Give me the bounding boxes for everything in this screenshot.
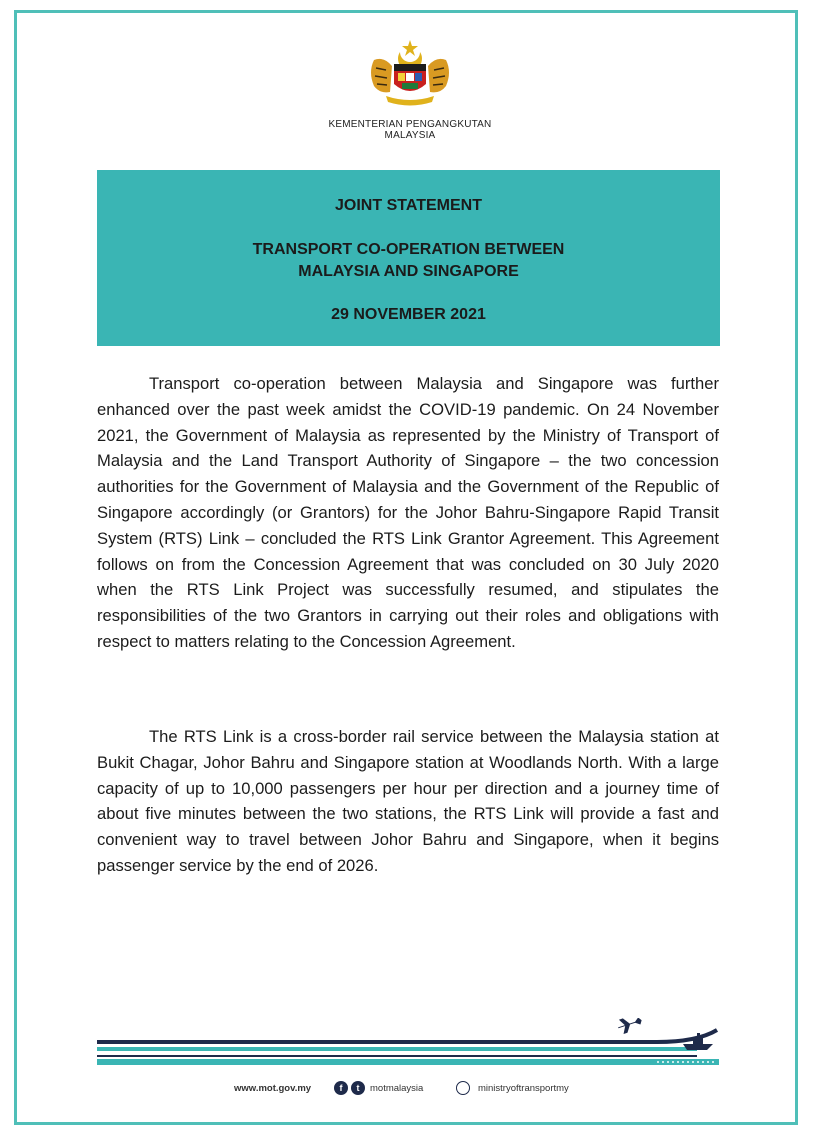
body-paragraph-2: The RTS Link is a cross-border rail service between the Malaysia station at Bukit Chagar, Johor Bahru and Singapore station at Woodlands North. With a large capacity of up to 10,000 passengers per hour per direction and a journey time of about five minutes between the two stations, the RTS Link will provide a fast and convenient way to travel between Johor Bahru and Singapore, when it begins passenger service by the end of 2026. (97, 727, 719, 875)
twitter-icon[interactable]: t (351, 1081, 365, 1095)
transport-footer-graphic (97, 1018, 722, 1078)
ministry-name (260, 119, 560, 141)
footer-contact-bar (0, 1080, 817, 1098)
coat-of-arms-logo (360, 38, 460, 110)
social-handle-instagram[interactable]: ministryoftransportmy (478, 1083, 569, 1094)
banner-title-line2: MALAYSIA AND SINGAPORE (298, 263, 519, 280)
banner-title (97, 239, 720, 283)
website-link[interactable]: www.mot.gov.my (234, 1083, 312, 1094)
ministry-name-line1: KEMENTERIAN PENGANGKUTAN (328, 119, 492, 130)
instagram-icon[interactable] (456, 1081, 470, 1095)
banner-heading: JOINT STATEMENT (335, 197, 482, 214)
ministry-name-line2: MALAYSIA (384, 130, 436, 141)
facebook-icon[interactable]: f (334, 1081, 348, 1095)
airplane-icon (616, 1018, 643, 1034)
social-handle-motmalaysia[interactable]: motmalaysia (370, 1083, 424, 1094)
statement-banner (97, 170, 720, 346)
body-paragraph-1: Transport co-operation between Malaysia and Singapore was further enhanced over the past week amidst the COVID-19 pandemic. On 24 November 2021, the Government of Malaysia as represented by the Ministry of Transport of Malaysia and the Land Transport Authority of Singapore – the two concession authorities for the Government of Malaysia and the Government of the Republic of Singapore accordingly (or Grantors) for the Johor Bahru-Singapore Rapid Transit System (RTS) Link – concluded the RTS Link Grantor Agreement. This Agreement follows on from the Concession Agreement that was concluded on 30 July 2020 when the RTS Link Project was successfully resumed, and stipulates the responsibilities of the two Grantors in carrying out their roles and obligations with respect to matters relating to the Concession Agreement. (97, 374, 719, 651)
banner-date: 29 NOVEMBER 2021 (331, 306, 486, 323)
banner-title-line1: TRANSPORT CO-OPERATION BETWEEN (252, 241, 565, 258)
